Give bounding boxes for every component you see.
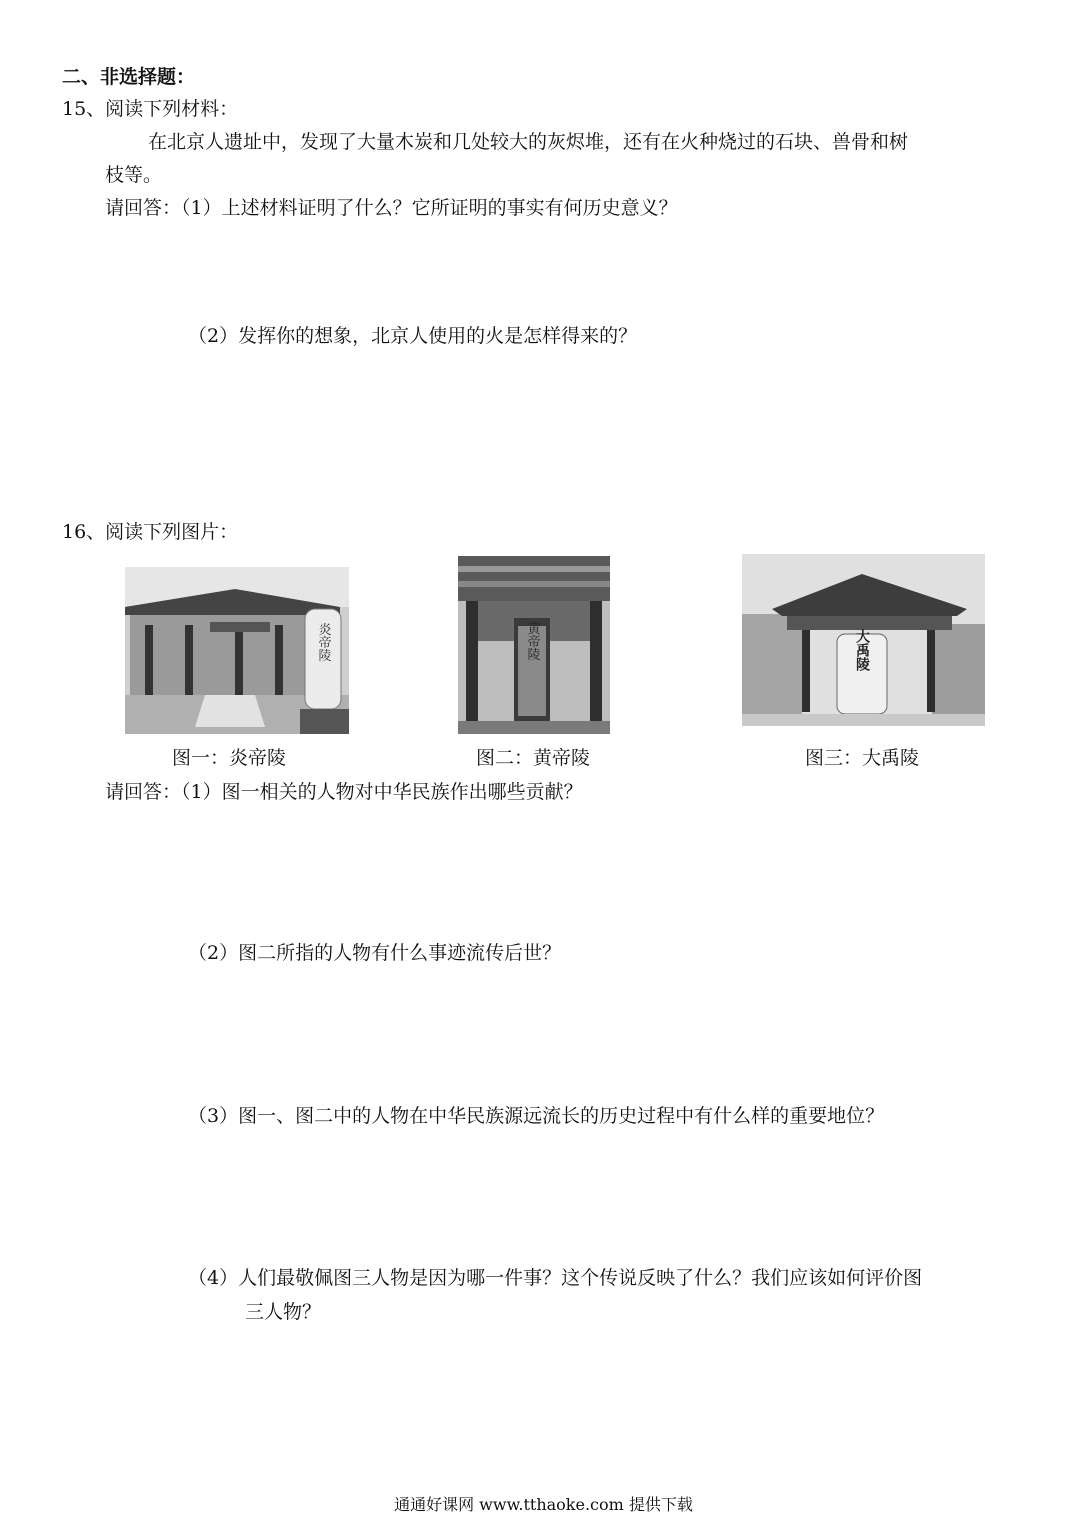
question-15-material-line2: 枝等。	[105, 164, 163, 186]
question-15-material-line1: 在北京人遗址中，发现了大量木炭和几处较大的灰烬堆，还有在火种烧过的石块、兽骨和树	[148, 131, 909, 153]
footer-source: 通通好课网 www.tthaoke.com 提供下载	[394, 1495, 693, 1514]
yandi-stele-inscription: 炎帝陵	[315, 622, 331, 662]
figure-2-caption: 图二：黄帝陵	[476, 747, 591, 769]
question-16-sub1: 请回答：（1）图一相关的人物对中华民族作出哪些贡献？	[105, 781, 583, 803]
huangdi-mausoleum-photo	[458, 556, 610, 734]
question-16-sub4-line2: 三人物？	[245, 1301, 322, 1323]
figure-1-caption: 图一：炎帝陵	[172, 747, 287, 769]
question-16-sub4-line1: （4）人们最敬佩图三人物是因为哪一件事？这个传说反映了什么？我们应该如何评价图	[188, 1267, 923, 1289]
question-16-heading: 16、阅读下列图片：	[62, 521, 239, 543]
dayu-mausoleum-photo	[742, 554, 985, 726]
section-title: 二、非选择题：	[62, 66, 196, 88]
question-15-sub2: （2）发挥你的想象，北京人使用的火是怎样得来的？	[188, 325, 638, 347]
question-15-sub1: 请回答：（1）上述材料证明了什么？它所证明的事实有何历史意义？	[105, 197, 678, 219]
figure-3-caption: 图三：大禹陵	[805, 747, 920, 769]
question-16-sub2: （2）图二所指的人物有什么事迹流传后世？	[188, 942, 562, 964]
yandi-mausoleum-photo	[125, 567, 349, 734]
dayu-stele-inscription: 大禹陵	[854, 629, 870, 671]
question-16-sub3: （3）图一、图二中的人物在中华民族源远流长的历史过程中有什么样的重要地位？	[188, 1105, 885, 1127]
huangdi-stele-inscription: 黄帝陵	[524, 621, 540, 661]
question-15-heading: 15、阅读下列材料：	[62, 98, 239, 120]
